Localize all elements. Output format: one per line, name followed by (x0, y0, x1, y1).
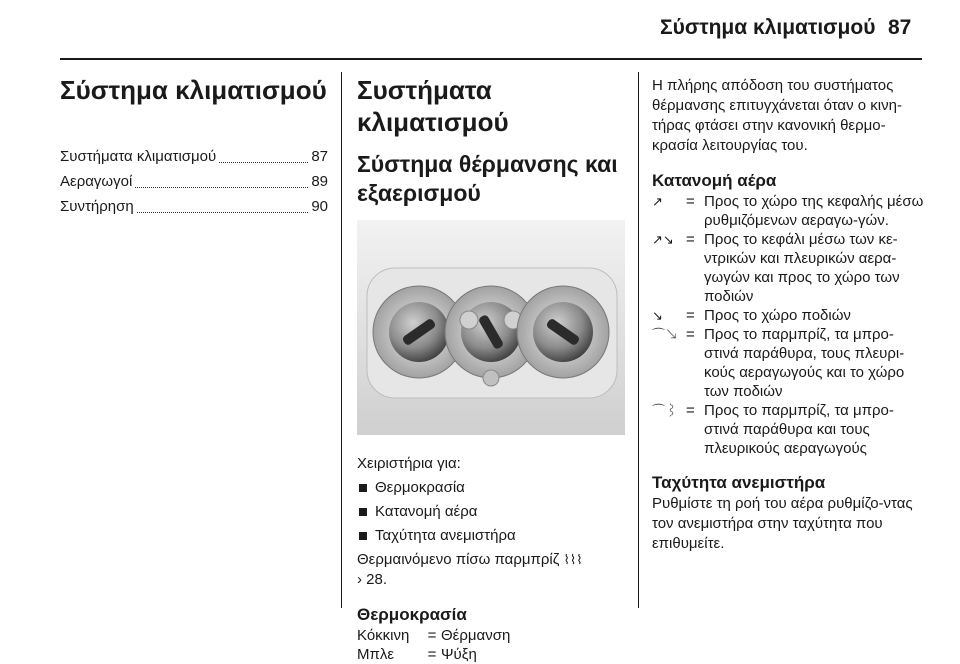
page-number: 87 (888, 16, 912, 39)
column-divider (638, 72, 639, 608)
temperature-row: Κόκκινη = Θέρμανση (357, 627, 511, 644)
subsection-title: Σύστημα θέρμανσης και εξαερισμού (357, 151, 618, 206)
head-vent-icon: ↗ (652, 194, 663, 209)
toc-label: Συστήματα κλιματισμού (60, 148, 217, 165)
air-distribution-knob[interactable] (517, 286, 609, 378)
temperature-row: Μπλε = Ψύξη (357, 646, 477, 663)
middle-column (357, 74, 625, 664)
air-distribution-heading: Κατανομή αέρα (652, 171, 777, 190)
climate-control-photo (357, 220, 625, 435)
column-divider (341, 72, 342, 608)
table-of-contents (60, 144, 328, 219)
list-item: Ταχύτητα ανεμιστήρα (357, 524, 625, 548)
toc-leader (135, 169, 308, 188)
right-column (652, 76, 927, 554)
air-distribution-row: ⌒⌇ = Προς το παρμπρίζ, τα μπρο-στινά παράθυρα και τους πλευρικούς αεραγωγούς (652, 402, 894, 457)
intro-paragraph: Η πλήρης απόδοση του συστήματος θέρμανσης επιτυγχάνεται όταν ο κινη-τήρας φτάσει στην κανονική θερμο-κρασία λειτουργίας του. (652, 77, 902, 154)
page-reference[interactable]: › 28. (357, 571, 388, 588)
toc-leader (137, 194, 309, 213)
head-feet-vent-icon: ↗↘ (652, 232, 674, 247)
list-item: Θερμοκρασία (357, 476, 625, 500)
toc-page: 90 (311, 198, 328, 215)
left-column (60, 74, 328, 219)
toc-entry[interactable] (60, 194, 328, 219)
controls-intro: Χειριστήρια για: (357, 455, 461, 472)
chapter-title: Σύστημα κλιματισμού (60, 75, 327, 105)
defrost-icon: ⌒⌇ (652, 403, 679, 418)
section-title: Συστήματα κλιματισμού (357, 75, 509, 137)
list-item: Κατανομή αέρα (357, 500, 625, 524)
toc-entry[interactable] (60, 144, 328, 169)
reference-arrow-icon: › (357, 571, 362, 588)
air-distribution-row: ↗ = Προς το χώρο της κεφαλής μέσω ρυθμιζόμενων αεραγω-γών. (652, 193, 924, 229)
toc-label: Συντήρηση (60, 198, 134, 215)
rear-window-note: Θερμαινόμενο πίσω παρμπρίζ ⌇⌇⌇ (357, 551, 583, 568)
header-rule (60, 58, 922, 60)
toc-leader (219, 144, 308, 163)
feet-vent-icon: ↘ (652, 308, 663, 323)
rear-window-heater-icon: ⌇⌇⌇ (563, 552, 583, 567)
air-distribution-row: ↘ = Προς το χώρο ποδιών (652, 307, 851, 324)
air-distribution-row: ↗↘ = Προς το κεφάλι μέσω των κε-ντρικών και πλευρικών αερα-γωγών και προς το χώρο των ποδιών (652, 231, 900, 305)
air-distribution-row: ⌒↘ = Προς το παρμπρίζ, τα μπρο-στινά παράθυρα, τους πλευρι-κούς αεραγωγούς και το χώρο των ποδιών (652, 326, 905, 400)
toc-label: Αεραγωγοί (60, 173, 133, 190)
fan-speed-heading: Ταχύτητα ανεμιστήρα (652, 473, 826, 492)
temperature-heading: Θερμοκρασία (357, 605, 467, 624)
toc-page: 87 (311, 148, 328, 165)
toc-page: 89 (311, 173, 328, 190)
toc-entry[interactable] (60, 169, 328, 194)
windscreen-feet-icon: ⌒↘ (652, 327, 679, 342)
running-header-title: Σύστημα κλιματισμού (660, 16, 876, 39)
fan-speed-paragraph: Ρυθμίστε τη ροή του αέρα ρυθμίζο-ντας τον ανεμιστήρα στην ταχύτητα που επιθυμείτε. (652, 495, 913, 552)
